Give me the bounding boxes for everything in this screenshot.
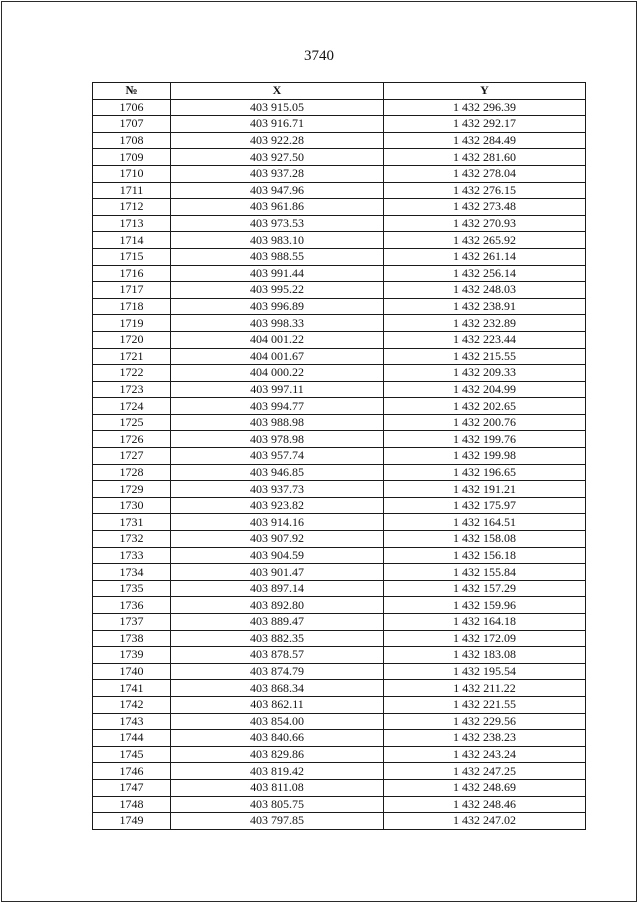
- table-row: [93, 464, 586, 481]
- x-coordinate-cell: 403 882.35: [171, 630, 384, 647]
- point-number-cell: 1709: [93, 149, 171, 166]
- point-number-cell: 1731: [93, 514, 171, 531]
- y-coordinate-cell: 1 432 204.99: [384, 381, 586, 398]
- table-row: [93, 149, 586, 166]
- y-coordinate-cell: 1 432 278.04: [384, 165, 586, 182]
- y-coordinate-cell: 1 432 200.76: [384, 414, 586, 431]
- x-coordinate-cell: 403 811.08: [171, 779, 384, 796]
- x-coordinate-cell: 403 829.86: [171, 746, 384, 763]
- point-number-cell: 1745: [93, 746, 171, 763]
- point-number-cell: 1720: [93, 331, 171, 348]
- x-coordinate-cell: 403 961.86: [171, 199, 384, 216]
- table-row: [93, 282, 586, 299]
- y-coordinate-cell: 1 432 229.56: [384, 713, 586, 730]
- point-number-cell: 1746: [93, 763, 171, 780]
- point-number-cell: 1742: [93, 696, 171, 713]
- x-coordinate-cell: 403 937.28: [171, 165, 384, 182]
- column-header-y: Y: [384, 83, 586, 100]
- y-coordinate-cell: 1 432 199.98: [384, 448, 586, 465]
- x-coordinate-cell: 403 901.47: [171, 564, 384, 581]
- point-number-cell: 1708: [93, 132, 171, 149]
- table-row: [93, 348, 586, 365]
- table-row: [93, 547, 586, 564]
- table-row: [93, 564, 586, 581]
- point-number-cell: 1714: [93, 232, 171, 249]
- point-number-cell: 1744: [93, 730, 171, 747]
- y-coordinate-cell: 1 432 209.33: [384, 365, 586, 382]
- x-coordinate-cell: 403 997.11: [171, 381, 384, 398]
- y-coordinate-cell: 1 432 270.93: [384, 215, 586, 232]
- point-number-cell: 1724: [93, 398, 171, 415]
- x-coordinate-cell: 403 973.53: [171, 215, 384, 232]
- y-coordinate-cell: 1 432 238.91: [384, 298, 586, 315]
- point-number-cell: 1717: [93, 282, 171, 299]
- y-coordinate-cell: 1 432 215.55: [384, 348, 586, 365]
- x-coordinate-cell: 403 915.05: [171, 99, 384, 116]
- point-number-cell: 1706: [93, 99, 171, 116]
- y-coordinate-cell: 1 432 156.18: [384, 547, 586, 564]
- x-coordinate-cell: 403 892.80: [171, 597, 384, 614]
- table-row: [93, 763, 586, 780]
- table-row: [93, 746, 586, 763]
- x-coordinate-cell: 403 978.98: [171, 431, 384, 448]
- point-number-cell: 1727: [93, 448, 171, 465]
- point-number-cell: 1747: [93, 779, 171, 796]
- point-number-cell: 1749: [93, 813, 171, 830]
- y-coordinate-cell: 1 432 276.15: [384, 182, 586, 199]
- y-coordinate-cell: 1 432 232.89: [384, 315, 586, 332]
- y-coordinate-cell: 1 432 164.18: [384, 614, 586, 631]
- y-coordinate-cell: 1 432 292.17: [384, 116, 586, 133]
- table-row: [93, 365, 586, 382]
- point-number-cell: 1732: [93, 531, 171, 548]
- table-row: [93, 497, 586, 514]
- point-number-cell: 1722: [93, 365, 171, 382]
- x-coordinate-cell: 403 957.74: [171, 448, 384, 465]
- y-coordinate-cell: 1 432 211.22: [384, 680, 586, 697]
- point-number-cell: 1734: [93, 564, 171, 581]
- x-coordinate-cell: 403 946.85: [171, 464, 384, 481]
- x-coordinate-cell: 403 889.47: [171, 614, 384, 631]
- table-row: [93, 647, 586, 664]
- x-coordinate-cell: 403 914.16: [171, 514, 384, 531]
- table-row: [93, 713, 586, 730]
- table-row: [93, 614, 586, 631]
- point-number-cell: 1715: [93, 248, 171, 265]
- page-number: 3740: [304, 48, 334, 64]
- table-row: [93, 431, 586, 448]
- table-row: [93, 298, 586, 315]
- table-row: [93, 779, 586, 796]
- table-row: [93, 116, 586, 133]
- y-coordinate-cell: 1 432 199.76: [384, 431, 586, 448]
- x-coordinate-cell: 403 998.33: [171, 315, 384, 332]
- point-number-cell: 1713: [93, 215, 171, 232]
- point-number-cell: 1739: [93, 647, 171, 664]
- x-coordinate-cell: 403 922.28: [171, 132, 384, 149]
- point-number-cell: 1728: [93, 464, 171, 481]
- point-number-cell: 1719: [93, 315, 171, 332]
- x-coordinate-cell: 403 991.44: [171, 265, 384, 282]
- y-coordinate-cell: 1 432 164.51: [384, 514, 586, 531]
- y-coordinate-cell: 1 432 261.14: [384, 248, 586, 265]
- point-number-cell: 1712: [93, 199, 171, 216]
- y-coordinate-cell: 1 432 247.02: [384, 813, 586, 830]
- x-coordinate-cell: 403 874.79: [171, 663, 384, 680]
- table-body: [93, 99, 586, 829]
- y-coordinate-cell: 1 432 195.54: [384, 663, 586, 680]
- table-row: [93, 696, 586, 713]
- y-coordinate-cell: 1 432 248.46: [384, 796, 586, 813]
- x-coordinate-cell: 403 995.22: [171, 282, 384, 299]
- y-coordinate-cell: 1 432 158.08: [384, 531, 586, 548]
- column-header-x: X: [171, 83, 384, 100]
- table-row: [93, 597, 586, 614]
- point-number-cell: 1740: [93, 663, 171, 680]
- point-number-cell: 1738: [93, 630, 171, 647]
- x-coordinate-cell: 404 001.22: [171, 331, 384, 348]
- table-row: [93, 663, 586, 680]
- point-number-cell: 1716: [93, 265, 171, 282]
- x-coordinate-cell: 403 923.82: [171, 497, 384, 514]
- y-coordinate-cell: 1 432 202.65: [384, 398, 586, 415]
- x-coordinate-cell: 403 878.57: [171, 647, 384, 664]
- x-coordinate-cell: 403 819.42: [171, 763, 384, 780]
- table-header-row: [93, 83, 586, 100]
- table-row: [93, 398, 586, 415]
- column-header-number: №: [93, 83, 171, 100]
- x-coordinate-cell: 403 927.50: [171, 149, 384, 166]
- x-coordinate-cell: 403 947.96: [171, 182, 384, 199]
- x-coordinate-cell: 403 904.59: [171, 547, 384, 564]
- table-row: [93, 232, 586, 249]
- y-coordinate-cell: 1 432 172.09: [384, 630, 586, 647]
- y-coordinate-cell: 1 432 248.69: [384, 779, 586, 796]
- x-coordinate-cell: 403 983.10: [171, 232, 384, 249]
- y-coordinate-cell: 1 432 238.23: [384, 730, 586, 747]
- y-coordinate-cell: 1 432 157.29: [384, 580, 586, 597]
- y-coordinate-cell: 1 432 247.25: [384, 763, 586, 780]
- point-number-cell: 1729: [93, 481, 171, 498]
- x-coordinate-cell: 403 868.34: [171, 680, 384, 697]
- table-row: [93, 381, 586, 398]
- table-row: [93, 99, 586, 116]
- point-number-cell: 1710: [93, 165, 171, 182]
- x-coordinate-cell: 403 862.11: [171, 696, 384, 713]
- y-coordinate-cell: 1 432 243.24: [384, 746, 586, 763]
- y-coordinate-cell: 1 432 256.14: [384, 265, 586, 282]
- table-row: [93, 730, 586, 747]
- point-number-cell: 1743: [93, 713, 171, 730]
- y-coordinate-cell: 1 432 221.55: [384, 696, 586, 713]
- x-coordinate-cell: 404 000.22: [171, 365, 384, 382]
- y-coordinate-cell: 1 432 296.39: [384, 99, 586, 116]
- y-coordinate-cell: 1 432 191.21: [384, 481, 586, 498]
- point-number-cell: 1721: [93, 348, 171, 365]
- table-row: [93, 414, 586, 431]
- y-coordinate-cell: 1 432 248.03: [384, 282, 586, 299]
- point-number-cell: 1711: [93, 182, 171, 199]
- point-number-cell: 1726: [93, 431, 171, 448]
- y-coordinate-cell: 1 432 183.08: [384, 647, 586, 664]
- y-coordinate-cell: 1 432 281.60: [384, 149, 586, 166]
- coordinates-table: [92, 82, 586, 830]
- table-row: [93, 165, 586, 182]
- x-coordinate-cell: 403 805.75: [171, 796, 384, 813]
- x-coordinate-cell: 403 854.00: [171, 713, 384, 730]
- y-coordinate-cell: 1 432 175.97: [384, 497, 586, 514]
- y-coordinate-cell: 1 432 196.65: [384, 464, 586, 481]
- table-row: [93, 481, 586, 498]
- x-coordinate-cell: 403 916.71: [171, 116, 384, 133]
- table-row: [93, 331, 586, 348]
- point-number-cell: 1725: [93, 414, 171, 431]
- document-page: [1, 1, 637, 902]
- x-coordinate-cell: 403 996.89: [171, 298, 384, 315]
- x-coordinate-cell: 404 001.67: [171, 348, 384, 365]
- table-row: [93, 248, 586, 265]
- table-row: [93, 215, 586, 232]
- table-row: [93, 132, 586, 149]
- point-number-cell: 1735: [93, 580, 171, 597]
- x-coordinate-cell: 403 937.73: [171, 481, 384, 498]
- table-row: [93, 448, 586, 465]
- x-coordinate-cell: 403 907.92: [171, 531, 384, 548]
- point-number-cell: 1718: [93, 298, 171, 315]
- point-number-cell: 1736: [93, 597, 171, 614]
- point-number-cell: 1748: [93, 796, 171, 813]
- point-number-cell: 1737: [93, 614, 171, 631]
- table-row: [93, 813, 586, 830]
- table-row: [93, 680, 586, 697]
- y-coordinate-cell: 1 432 265.92: [384, 232, 586, 249]
- x-coordinate-cell: 403 840.66: [171, 730, 384, 747]
- y-coordinate-cell: 1 432 223.44: [384, 331, 586, 348]
- table-row: [93, 630, 586, 647]
- table-row: [93, 199, 586, 216]
- y-coordinate-cell: 1 432 273.48: [384, 199, 586, 216]
- table-row: [93, 265, 586, 282]
- table-row: [93, 531, 586, 548]
- x-coordinate-cell: 403 988.98: [171, 414, 384, 431]
- table-row: [93, 182, 586, 199]
- table-row: [93, 315, 586, 332]
- point-number-cell: 1723: [93, 381, 171, 398]
- point-number-cell: 1741: [93, 680, 171, 697]
- x-coordinate-cell: 403 988.55: [171, 248, 384, 265]
- point-number-cell: 1707: [93, 116, 171, 133]
- y-coordinate-cell: 1 432 284.49: [384, 132, 586, 149]
- table-row: [93, 514, 586, 531]
- y-coordinate-cell: 1 432 155.84: [384, 564, 586, 581]
- table-row: [93, 580, 586, 597]
- table-row: [93, 796, 586, 813]
- x-coordinate-cell: 403 994.77: [171, 398, 384, 415]
- point-number-cell: 1733: [93, 547, 171, 564]
- x-coordinate-cell: 403 897.14: [171, 580, 384, 597]
- y-coordinate-cell: 1 432 159.96: [384, 597, 586, 614]
- x-coordinate-cell: 403 797.85: [171, 813, 384, 830]
- point-number-cell: 1730: [93, 497, 171, 514]
